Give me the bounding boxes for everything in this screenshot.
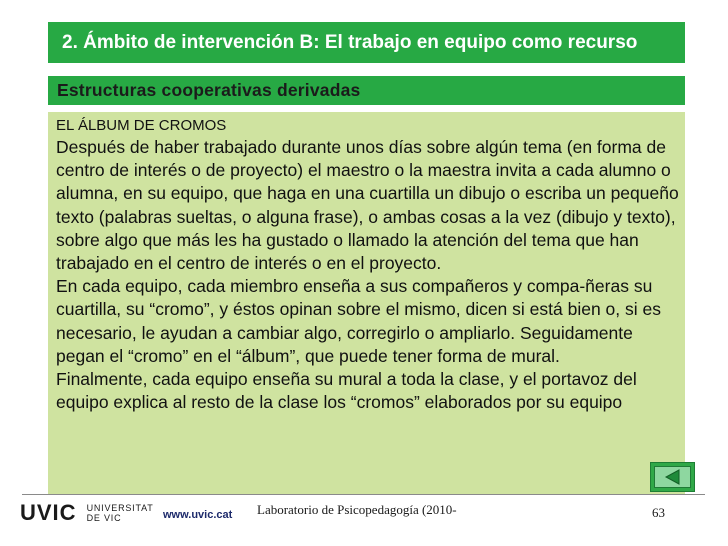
- paragraph-2: En cada equipo, cada miembro enseña a sus compañeros y compa-ñeras su cuartilla, su “cromo”, y éstos opinan sobre el mismo, dicen si está bien o, si es necesario, le ayudan a cambiar algo, corregirlo o ampliarlo. Seguidamente pegan el “cromo” en el “álbum”, que puede tener forma de mural.: [56, 276, 661, 366]
- page-title: 2. Ámbito de intervención B: El trabajo en equipo como recurso: [62, 31, 638, 53]
- title-bar: [48, 22, 685, 63]
- logo-line-2: DE VIC: [86, 513, 122, 523]
- page-number: 63: [652, 505, 665, 520]
- logo-mark: UVIC: [20, 500, 77, 525]
- university-logo: [20, 502, 154, 524]
- back-button-face[interactable]: [654, 466, 691, 488]
- paragraph-3: Finalmente, cada equipo enseña su mural a toda la clase, y el portavoz del equipo explica al resto de la clase los “cromos” elaborados por su equipo: [56, 369, 637, 413]
- section-label: EL ÁLBUM DE CROMOS: [56, 117, 227, 134]
- subtitle-bar: [48, 76, 685, 105]
- back-button[interactable]: [650, 462, 695, 492]
- website-link[interactable]: www.uvic.cat: [163, 509, 233, 521]
- logo-line-1: UNIVERSITAT: [86, 503, 154, 513]
- section-subtitle: Estructuras cooperativas derivadas: [57, 80, 361, 100]
- logo-text: [87, 503, 154, 523]
- content-box: [48, 112, 685, 495]
- footer-lab-text: Laboratorio de Psicopedagogía (2010-: [257, 502, 457, 517]
- paragraph-1: Después de haber trabajado durante unos días sobre algún tema (en forma de centro de interés o de proyecto) el maestro o la maestra invita a cada alumno o alumna, en su equipo, que haga en una cuartilla un dibujo o escriba un pequeño texto (palabras sueltas, o alguna frase), o ambas cosas a la vez (dibujo y texto), sobre algo que más les ha gustado o llamado la atención del tema que han trabajado en el centro de interés o en el proyecto.: [56, 137, 679, 274]
- left-triangle-icon: [664, 469, 682, 485]
- footer-divider: [22, 494, 705, 495]
